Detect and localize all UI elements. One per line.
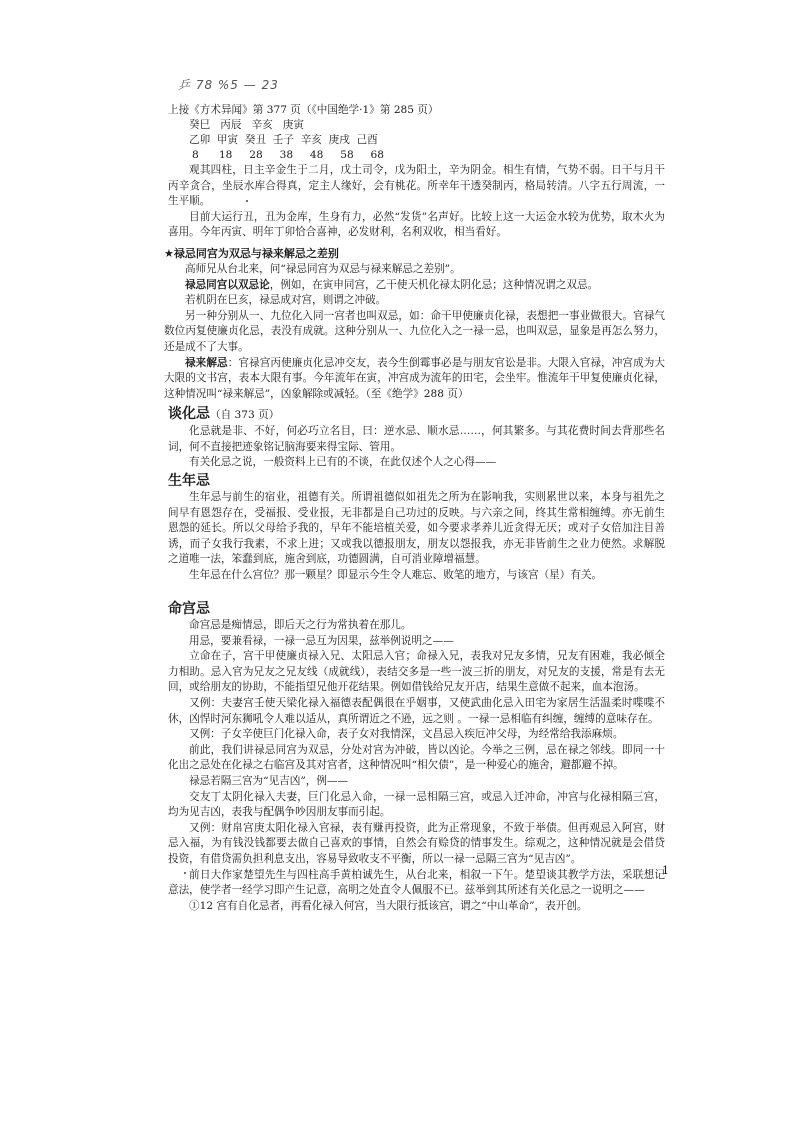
huaji-title-text: 谈化忌: [168, 406, 210, 422]
source-line: 上接《方术异闻》第 377 页（《中国绝学·1》第 285 页）: [168, 104, 439, 116]
section-life-palace-ji: [168, 600, 665, 914]
dual-ji-paragraph-5: [164, 356, 665, 403]
bazi-chart-row-3: 8 18 28 38 48 58 68: [192, 149, 385, 161]
life-palace-paragraph-9: 又例：财帛宫庚太阳化禄入官禄，表有赚再投资，此为正常现象，不致于举债。但再观忌入阿宫，财忌入福，为有钱没钱都要去做自己喜欢的事情，自然会有赊贷的情事发生。综观之，这种情况就是会借贷投资，有借贷需负担利息支出，容易导致收支不平衡，所以一禄一忌隔三宫为“见吉凶”。: [168, 821, 665, 865]
dual-ji-term-1: 禄忌同宫以双忌论: [185, 278, 270, 291]
bazi-chart-row-2: 乙卯 甲寅 癸丑 壬子 辛亥 庚戌 己酉: [189, 134, 378, 146]
bazi-chart-row-1: 癸巳 丙辰 辛亥 庚寅: [189, 119, 305, 131]
section-title-huaji: [168, 405, 665, 424]
dual-ji-paragraph-5-text: ：官禄宫丙使廉贞化忌冲交友，表今生倒霉事必是与朋友官讼是非。大限入官禄，冲宫成为大大限的文书宫，表本大限有事。今年流年在寅，冲宫成为流年的田宅，会坐牢。惟流年干甲复使廉贞化禄，这种情况叫“禄来解忌”，凶象解除或减轻。（至《绝学》288 页）: [164, 356, 666, 400]
section-title-dual-ji: ★禄忌同宫为双忌与禄来解忌之差别: [164, 247, 339, 260]
page-number: 1: [662, 864, 669, 877]
life-palace-paragraph-10: 前日大作家楚望先生与四柱高手黄柏诚先生，从台北来，相叙一下午。楚望谈其教学方法，采联想记意法，使学者一经学习即产生记意，高明之处直令人佩服不已。兹举到其所述有关化忌之一说明之——: [168, 868, 665, 897]
life-palace-paragraph-8: 交友丁太阴化禄入夫妻，巨门化忌入命，一禄一忌相隔三宫，或忌入迁冲命，冲宫与化禄相隔三宫，均为见吉凶，表我与配偶争吵因朋友事而引起。: [168, 790, 665, 819]
intro-paragraph-2: 目前大运行丑，丑为金库，生身有力，必然“发货”名声好。比较上这一大运金水较为优势，取木火为喜用。今年丙寅、明年丁卯恰合喜神，必发财利，名利双收，相当看好。: [168, 210, 665, 239]
huaji-paragraph-1: 化忌就是非、不好，何必巧立名目，曰：逆水忌、顺水忌……，何其繁多。与其花费时间去背那些名词，何不直接把迹象铭记脑海要来得宝际、管用。: [168, 425, 665, 453]
intro-paragraph-1: 观其四柱，日主辛金生于二月，戊土司令，戊为阳土，辛为阴金。相生有情，气势不弱。日干与月干丙辛贪合，坐辰水库合得真，定主人缘好，会有桃花。所幸年干透癸制丙，格局转清。八字五行周流，一生平顺。: [168, 164, 665, 208]
scan-speck: [184, 872, 186, 874]
intro-block: [168, 103, 665, 241]
life-palace-paragraph-7: 禄忌若隔三宫为“见吉凶”，例——: [189, 774, 349, 787]
section-birth-year-ji: [168, 472, 665, 584]
section-huaji: [168, 405, 665, 471]
life-palace-paragraph-5: 又例：子女辛使巨门化禄入命，表子女对我情深，文昌忌入疾厄冲父母，为经常给我添麻烦。: [189, 728, 624, 741]
scan-speck: [246, 200, 248, 202]
dual-ji-paragraph-1: 高师兄从台北来，问“禄忌同宫为双忌与禄来解忌之差别”。: [185, 263, 461, 275]
life-palace-paragraph-1: 命宫忌是痴情忌，即后天之行为常执着在那儿。: [189, 619, 412, 631]
dual-ji-paragraph-3: 若机阴在巳亥，禄忌成对宫，则谓之冲破。: [185, 294, 387, 307]
birth-year-ji-paragraph-1: 生年忌与前生的宿业，祖德有关。所谓祖德似如祖先之所为在影响我，实则累世以来，本身与祖先之间早有恩怨存在，受福报、受业报，无非都是自己功过的反映。与六亲之间，终其生常相缠缚。亦无前生恩怨的延长。所以父母给予我的，早年不能培植关爱，如今要求孝养儿近贪得无厌；或对子女倍加注目善诱，而子女我行我素，不求上进；又或我以德报朋友，朋友以怨报我，亦无非皆前生之业力使然。求解脱之道唯一法，笨蠢到底，施舍到底，功德圆满，自可消业障增福慧。: [168, 491, 665, 566]
huaji-title-note: （自 373 页）: [210, 409, 280, 421]
section-title-life-palace-ji: 命宫忌: [168, 601, 210, 617]
dual-ji-term-2: 禄来解忌: [185, 356, 228, 369]
life-palace-paragraph-11: ①12 宫有自化忌者，再看化禄入何宫，当大限行抵该宫，谓之“中山革命”，表开创。: [189, 899, 588, 912]
dual-ji-paragraph-2-text: ，例如，在寅申同宫，乙干使天机化禄太阴化忌；这种情况谓之双忌。: [269, 278, 599, 291]
section-dual-ji: [164, 246, 665, 402]
life-palace-paragraph-2: 用忌，要兼看禄，一禄一忌互为因果，兹举例说明之——: [189, 634, 454, 647]
life-palace-paragraph-6: 前此，我们讲禄忌同宫为双忌，分处对宫为冲破，皆以凶论。今举之三例，忌在禄之邻线。即同一十化出之忌处在化禄之右临宫及其对宫者，这种情况叫“相欠债”，是一种爱心的施舍，避都避不掉。: [168, 743, 665, 772]
handwritten-note: 乒 78 %5 — 23: [178, 78, 279, 92]
dual-ji-paragraph-2: [164, 278, 665, 294]
birth-year-ji-paragraph-2: 生年忌在什么宫位？那一颗星？即显示今生令人难忘、败笔的地方，与该宫（星）有关。: [189, 568, 603, 581]
life-palace-paragraph-3: 立命在子，宫干甲使廉贞禄入兄、太阳忌入官；命禄入兄，表我对兄友多情，兄友有困难，我必倾全力相助。忌入官为兄友之兄友线（成就线），表结交多是一些一波三折的朋友，对兄友的支援，常是有去无回，或给朋友的协助，不能指望兄他开花结果。例如借钱给兄友开店，结果生意做不起来，血本泡汤。: [168, 650, 665, 694]
life-palace-paragraph-4: 又例：夫妻宫壬使天梁化禄入福德表配偶很在乎姻事，又使武曲化忌入田宅为家居生活温柔时喋喋不休，凶悍时河东狮吼令人难以适从，真所谓近之不逊，远之则 。一禄一忌相临有纠缠，缠缚的意味存在。: [168, 696, 665, 725]
section-title-birth-year-ji: 生年忌: [168, 473, 210, 489]
dual-ji-paragraph-4: 另一种分别从一、九位化入同一宫者也叫双忌，如：命干甲使廉贞化禄，表想把一事业做很大。官禄气数位丙复使廉贞化忌，表没有成就。这种分别从一、九位化入之一禄一忌，也叫双忌，显象是再怎么努力，还是成不了大事。: [164, 309, 665, 353]
huaji-paragraph-2: 有关化忌之说，一般资料上已有的不谈，在此仅述个人之心得——: [189, 456, 497, 469]
